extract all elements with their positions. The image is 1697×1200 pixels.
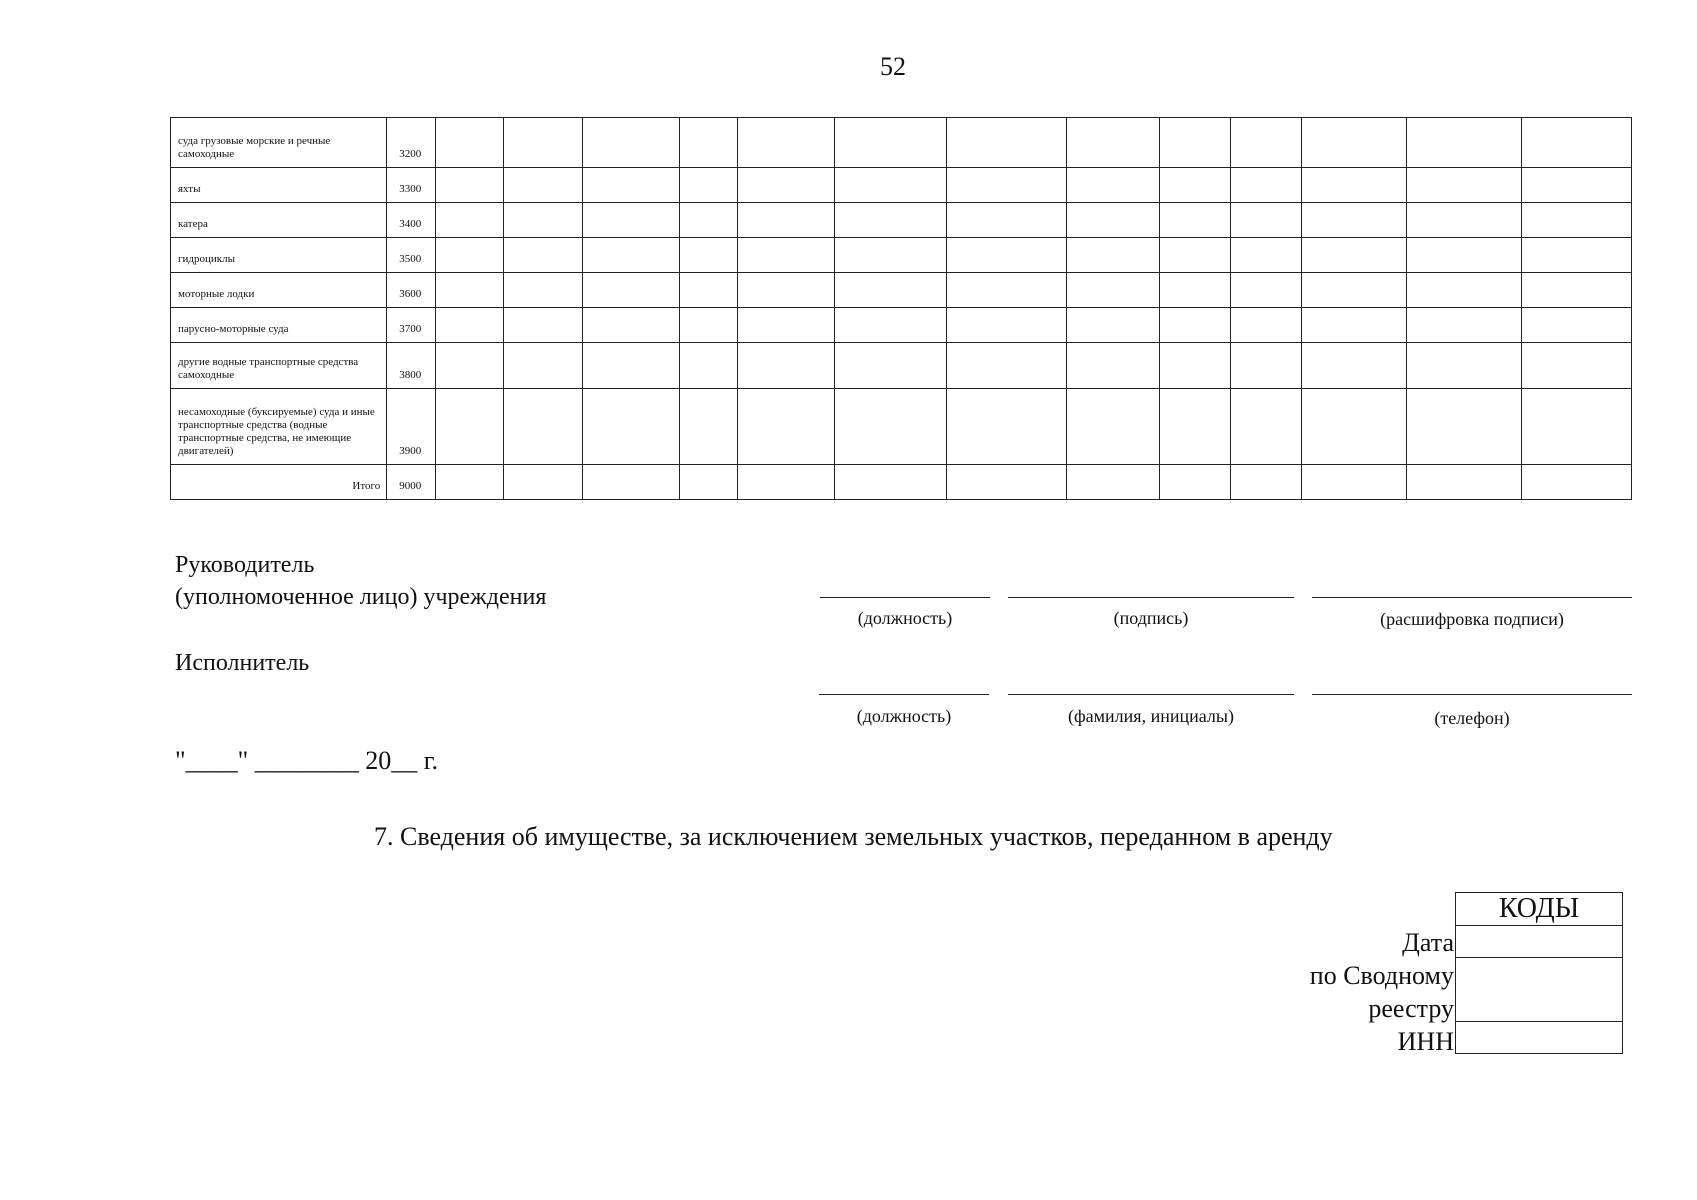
data-cell[interactable] xyxy=(1160,118,1231,168)
property-table xyxy=(170,117,1632,500)
row-code: 3800 xyxy=(387,343,435,389)
data-cell[interactable] xyxy=(1067,273,1160,308)
data-cell[interactable] xyxy=(1230,238,1301,273)
data-cell[interactable] xyxy=(1406,465,1521,500)
data-cell[interactable] xyxy=(435,273,504,308)
data-cell[interactable] xyxy=(583,168,680,203)
data-cell[interactable] xyxy=(737,273,834,308)
head-label: Руководитель xyxy=(175,552,315,578)
data-cell[interactable] xyxy=(680,308,738,343)
row-code: 3700 xyxy=(387,308,435,343)
table-row xyxy=(171,203,1632,238)
data-cell[interactable] xyxy=(1230,273,1301,308)
data-cell[interactable] xyxy=(680,238,738,273)
data-cell[interactable] xyxy=(583,389,680,465)
codes-label-registry-1: по Сводному xyxy=(1309,961,1454,990)
data-cell[interactable] xyxy=(435,389,504,465)
data-cell[interactable] xyxy=(1067,389,1160,465)
data-cell[interactable] xyxy=(1521,118,1631,168)
data-cell[interactable] xyxy=(1160,238,1231,273)
row-code: 3900 xyxy=(387,389,435,465)
data-cell[interactable] xyxy=(946,238,1066,273)
data-cell[interactable] xyxy=(737,203,834,238)
data-cell[interactable] xyxy=(583,273,680,308)
row-label: яхты xyxy=(171,168,387,203)
data-cell[interactable] xyxy=(1230,203,1301,238)
data-cell[interactable] xyxy=(435,343,504,389)
section-title: 7. Сведения об имуществе, за исключением земельных участков, переданном в аренду xyxy=(374,822,1333,851)
data-cell[interactable] xyxy=(737,343,834,389)
row-code: 3300 xyxy=(387,168,435,203)
data-cell[interactable] xyxy=(504,273,583,308)
head-decoding-caption: (расшифровка подписи) xyxy=(1380,609,1564,629)
data-cell[interactable] xyxy=(1406,118,1521,168)
data-cell[interactable] xyxy=(1160,203,1231,238)
data-cell[interactable] xyxy=(435,238,504,273)
data-cell[interactable] xyxy=(1521,308,1631,343)
head-position-line xyxy=(820,597,990,598)
data-cell[interactable] xyxy=(946,118,1066,168)
data-cell[interactable] xyxy=(834,273,946,308)
data-cell[interactable] xyxy=(583,118,680,168)
executor-position-line xyxy=(819,694,989,695)
data-cell[interactable] xyxy=(834,118,946,168)
data-cell[interactable] xyxy=(946,308,1066,343)
data-cell[interactable] xyxy=(435,118,504,168)
row-code: 3200 xyxy=(387,118,435,168)
data-cell[interactable] xyxy=(504,389,583,465)
executor-phone-line xyxy=(1312,694,1632,695)
table-row xyxy=(171,308,1632,343)
data-cell[interactable] xyxy=(1067,238,1160,273)
row-code: 9000 xyxy=(387,465,435,500)
data-cell[interactable] xyxy=(1067,308,1160,343)
row-label: суда грузовые морские и речные самоходные xyxy=(171,118,387,168)
data-cell[interactable] xyxy=(435,168,504,203)
data-cell[interactable] xyxy=(1521,168,1631,203)
data-cell[interactable] xyxy=(680,118,738,168)
data-cell[interactable] xyxy=(1406,238,1521,273)
data-cell[interactable] xyxy=(504,308,583,343)
codes-registry-cell[interactable] xyxy=(1456,958,1623,1022)
data-cell[interactable] xyxy=(1521,238,1631,273)
row-label: другие водные транспортные средства самоходные xyxy=(171,343,387,389)
data-cell[interactable] xyxy=(1160,168,1231,203)
data-cell[interactable] xyxy=(1067,465,1160,500)
data-cell[interactable] xyxy=(1521,273,1631,308)
data-cell[interactable] xyxy=(1160,308,1231,343)
data-cell[interactable] xyxy=(504,238,583,273)
data-cell[interactable] xyxy=(946,168,1066,203)
data-cell[interactable] xyxy=(946,465,1066,500)
data-cell[interactable] xyxy=(1301,238,1406,273)
data-cell[interactable] xyxy=(1160,273,1231,308)
data-cell[interactable] xyxy=(1230,389,1301,465)
data-cell[interactable] xyxy=(504,118,583,168)
data-cell[interactable] xyxy=(504,203,583,238)
data-cell[interactable] xyxy=(680,273,738,308)
table-row xyxy=(171,343,1632,389)
data-cell[interactable] xyxy=(680,168,738,203)
data-cell[interactable] xyxy=(946,389,1066,465)
data-cell[interactable] xyxy=(1301,273,1406,308)
data-cell[interactable] xyxy=(1301,118,1406,168)
data-cell[interactable] xyxy=(1301,168,1406,203)
data-cell[interactable] xyxy=(435,203,504,238)
data-cell[interactable] xyxy=(946,273,1066,308)
executor-position-caption: (должность) xyxy=(856,706,952,726)
date-line: "____" ________ 20__ г. xyxy=(175,746,438,775)
data-cell[interactable] xyxy=(680,389,738,465)
data-cell[interactable] xyxy=(1067,118,1160,168)
head-subtitle: (уполномоченное лицо) учреждения xyxy=(175,584,547,610)
data-cell[interactable] xyxy=(834,389,946,465)
table-row xyxy=(171,118,1632,168)
data-cell[interactable] xyxy=(1301,343,1406,389)
codes-label-date: Дата xyxy=(1402,928,1454,957)
row-code: 3600 xyxy=(387,273,435,308)
row-label: моторные лодки xyxy=(171,273,387,308)
row-label: Итого xyxy=(171,465,387,500)
head-signature-line xyxy=(1008,597,1294,598)
row-code: 3500 xyxy=(387,238,435,273)
data-cell[interactable] xyxy=(946,343,1066,389)
data-cell[interactable] xyxy=(1521,389,1631,465)
table-row xyxy=(171,238,1632,273)
data-cell[interactable] xyxy=(583,308,680,343)
executor-name-caption: (фамилия, инициалы) xyxy=(1068,706,1234,726)
data-cell[interactable] xyxy=(737,238,834,273)
codes-label-registry-2: реестру xyxy=(1368,994,1454,1023)
data-cell[interactable] xyxy=(583,238,680,273)
data-cell[interactable] xyxy=(1406,308,1521,343)
row-label: катера xyxy=(171,203,387,238)
data-cell[interactable] xyxy=(1230,168,1301,203)
data-cell[interactable] xyxy=(1230,118,1301,168)
data-cell[interactable] xyxy=(737,389,834,465)
codes-header: КОДЫ xyxy=(1456,893,1623,926)
data-cell[interactable] xyxy=(1406,168,1521,203)
data-cell[interactable] xyxy=(1067,343,1160,389)
row-label: парусно-моторные суда xyxy=(171,308,387,343)
row-code: 3400 xyxy=(387,203,435,238)
data-cell[interactable] xyxy=(1160,343,1231,389)
executor-label: Исполнитель xyxy=(175,650,310,676)
codes-labels xyxy=(1310,926,1454,1058)
row-label: гидроциклы xyxy=(171,238,387,273)
data-cell[interactable] xyxy=(1406,203,1521,238)
data-cell[interactable] xyxy=(737,118,834,168)
data-cell[interactable] xyxy=(1301,308,1406,343)
data-cell[interactable] xyxy=(1521,203,1631,238)
data-cell[interactable] xyxy=(834,168,946,203)
data-cell[interactable] xyxy=(1230,343,1301,389)
data-cell[interactable] xyxy=(834,203,946,238)
codes-inn-cell[interactable] xyxy=(1456,1022,1623,1054)
data-cell[interactable] xyxy=(1301,203,1406,238)
data-cell[interactable] xyxy=(834,465,946,500)
data-cell[interactable] xyxy=(946,203,1066,238)
data-cell[interactable] xyxy=(504,168,583,203)
data-cell[interactable] xyxy=(1301,389,1406,465)
head-position-caption: (должность) xyxy=(857,608,953,628)
table-row xyxy=(171,168,1632,203)
data-cell[interactable] xyxy=(1160,389,1231,465)
codes-date-cell[interactable] xyxy=(1456,926,1623,958)
data-cell[interactable] xyxy=(737,308,834,343)
data-cell[interactable] xyxy=(1406,389,1521,465)
table-row xyxy=(171,273,1632,308)
codes-table xyxy=(1455,892,1623,1054)
page-number: 52 xyxy=(880,52,906,81)
data-cell[interactable] xyxy=(583,203,680,238)
data-cell[interactable] xyxy=(504,465,583,500)
head-decoding-line xyxy=(1312,597,1632,598)
head-signature-caption: (подпись) xyxy=(1113,608,1189,628)
data-cell[interactable] xyxy=(1406,273,1521,308)
codes-label-inn: ИНН xyxy=(1397,1027,1454,1056)
data-cell[interactable] xyxy=(680,465,738,500)
data-cell[interactable] xyxy=(1230,465,1301,500)
data-cell[interactable] xyxy=(680,343,738,389)
row-label: несамоходные (буксируемые) суда и иные транспортные средства (водные транспортные средства, не имеющие двигателей) xyxy=(171,389,387,465)
table-row xyxy=(171,465,1632,500)
data-cell[interactable] xyxy=(737,465,834,500)
data-cell[interactable] xyxy=(1067,168,1160,203)
data-cell[interactable] xyxy=(1301,465,1406,500)
data-cell[interactable] xyxy=(1521,343,1631,389)
data-cell[interactable] xyxy=(504,343,583,389)
data-cell[interactable] xyxy=(1230,308,1301,343)
data-cell[interactable] xyxy=(435,308,504,343)
data-cell[interactable] xyxy=(1521,465,1631,500)
data-cell[interactable] xyxy=(1406,343,1521,389)
data-cell[interactable] xyxy=(1160,465,1231,500)
data-cell[interactable] xyxy=(737,168,834,203)
data-cell[interactable] xyxy=(583,343,680,389)
data-cell[interactable] xyxy=(834,308,946,343)
data-cell[interactable] xyxy=(1067,203,1160,238)
data-cell[interactable] xyxy=(680,203,738,238)
executor-name-line xyxy=(1008,694,1294,695)
data-cell[interactable] xyxy=(435,465,504,500)
data-cell[interactable] xyxy=(583,465,680,500)
data-cell[interactable] xyxy=(834,238,946,273)
data-cell[interactable] xyxy=(834,343,946,389)
table-row xyxy=(171,389,1632,465)
executor-phone-caption: (телефон) xyxy=(1434,708,1510,728)
